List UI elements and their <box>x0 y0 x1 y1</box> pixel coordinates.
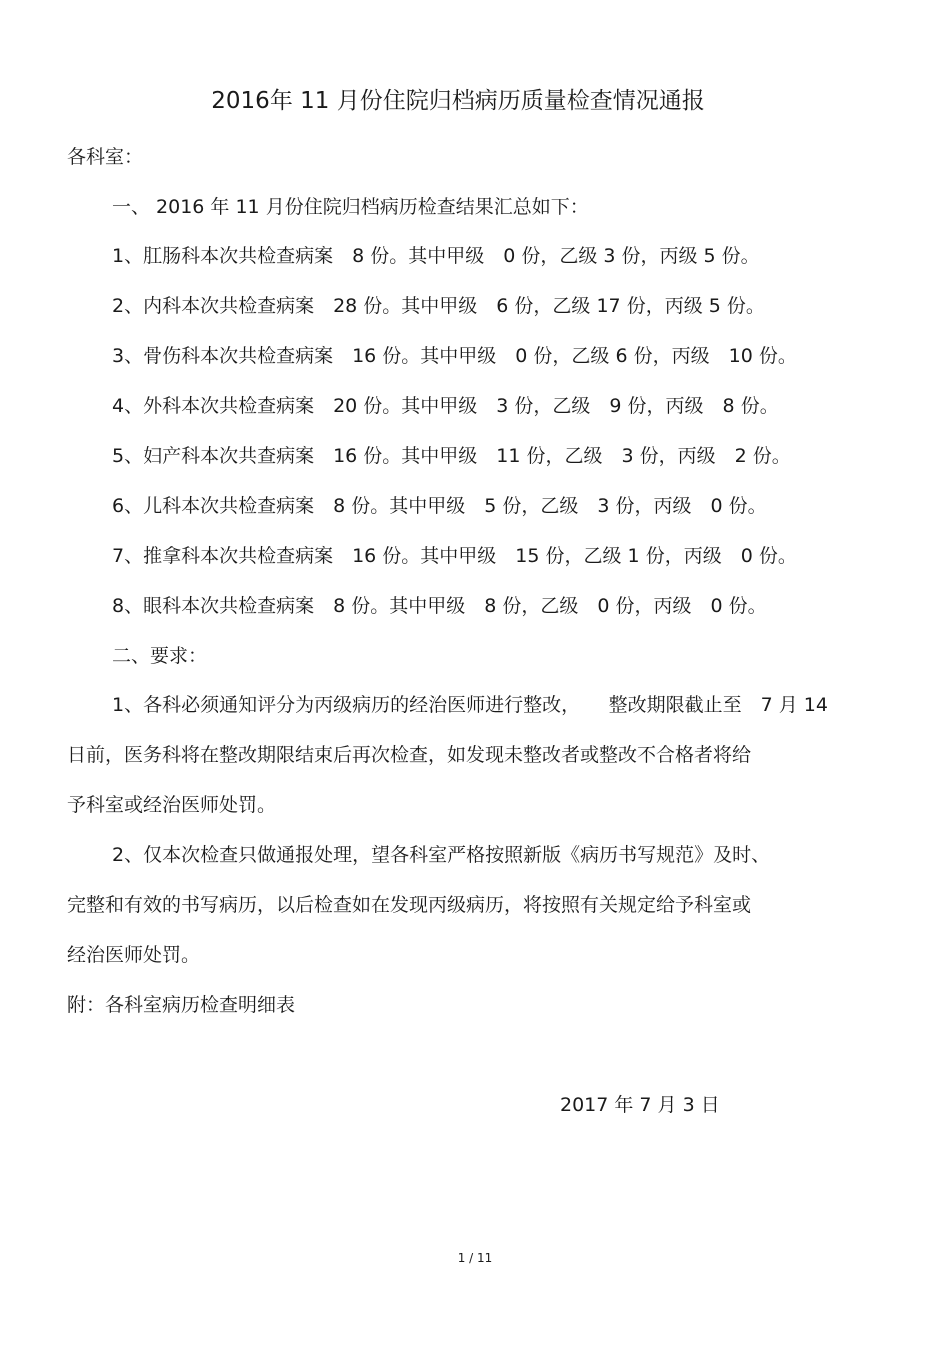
document-date: 2017 年 7 月 3 日 <box>560 1094 720 1116</box>
result-line-8: 8、眼科本次共检查病案 8 份。其中甲级 8 份，乙级 0 份，丙级 0 份。 <box>112 595 767 617</box>
document-title: 2016年 11 月份住院归档病历质量检查情况通报 <box>211 88 705 114</box>
section-2-heading: 二、要求： <box>112 645 208 667</box>
requirement-1-line-2: 日前，医务科将在整改期限结束后再次检查，如发现未整改者或整改不合格者将给 <box>67 744 752 766</box>
requirement-1-line-3: 予科室或经治医师处罚。 <box>67 794 277 816</box>
result-line-5: 5、妇产科本次共查病案 16 份。其中甲级 11 份，乙级 3 份，丙级 2 份。 <box>112 445 791 467</box>
section-1-heading: 一、 2016 年 11 月份住院归档病历检查结果汇总如下： <box>112 196 589 218</box>
result-line-2: 2、内科本次共检查病案 28 份。其中甲级 6 份，乙级 17 份，丙级 5 份。 <box>112 295 765 317</box>
page-number: 1 / 11 <box>457 1251 493 1265</box>
salutation: 各科室： <box>67 146 144 168</box>
requirement-2-line-3: 经治医师处罚。 <box>67 944 201 966</box>
attachment-note: 附：各科室病历检查明细表 <box>67 994 296 1016</box>
result-line-3: 3、骨伤科本次共检查病案 16 份。其中甲级 0 份，乙级 6 份，丙级 10 份。 <box>112 345 797 367</box>
result-line-1: 1、肛肠科本次共检查病案 8 份。其中甲级 0 份，乙级 3 份，丙级 5 份。 <box>112 245 760 267</box>
result-line-6: 6、儿科本次共检查病案 8 份。其中甲级 5 份，乙级 3 份，丙级 0 份。 <box>112 495 767 517</box>
result-line-4: 4、外科本次共检查病案 20 份。其中甲级 3 份，乙级 9 份，丙级 8 份。 <box>112 395 779 417</box>
requirement-1-line-1: 1、各科必须通知评分为丙级病历的经治医师进行整改， 整改期限截止至 7 月 14 <box>112 694 828 716</box>
requirement-2-line-1: 2、仅本次检查只做通报处理，望各科室严格按照新版《病历书写规范》及时、 <box>112 844 771 866</box>
result-line-7: 7、推拿科本次共检查病案 16 份。其中甲级 15 份，乙级 1 份，丙级 0 份。 <box>112 545 797 567</box>
requirement-2-line-2: 完整和有效的书写病历，以后检查如在发现丙级病历，将按照有关规定给予科室或 <box>67 894 752 916</box>
